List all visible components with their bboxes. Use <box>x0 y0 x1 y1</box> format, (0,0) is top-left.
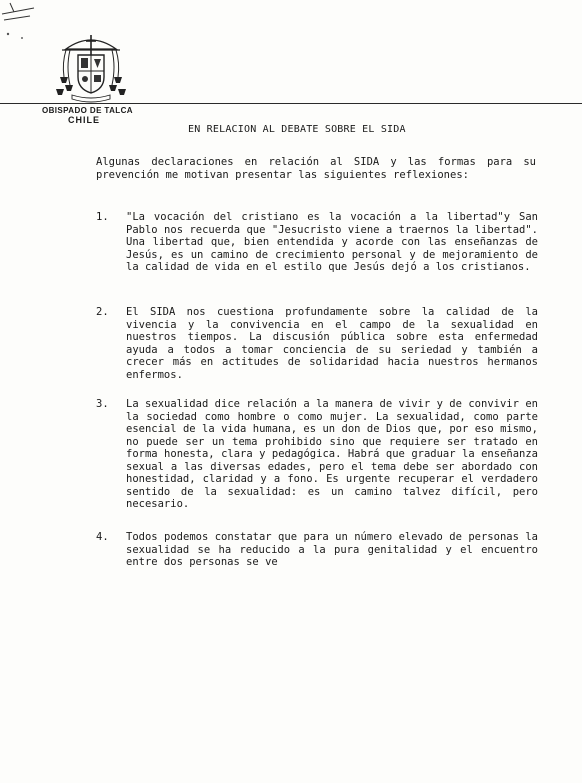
item-text: El SIDA nos cuestiona profundamente sobre la calidad de la vivencia y la convivencia en el campo de la sexualidad en nuestros tiempos. La discusión pública sobre esta enfermedad ayuda a todos a tomar conciencia de su seriedad y también a crecer más en actitudes de solidaridad hacia nuestros hermanos enfermos. <box>126 306 538 381</box>
org-name: OBISPADO DE TALCA <box>42 106 133 115</box>
header-rule <box>0 103 582 104</box>
org-country: CHILE <box>68 115 100 125</box>
handwritten-mark <box>0 0 60 40</box>
item-number: 4. <box>96 531 109 543</box>
intro-paragraph: Algunas declaraciones en relación al SIDA y las formas para su prevención me motivan presentar las siguientes reflexiones: <box>96 156 536 181</box>
item-text: "La vocación del cristiano es la vocación a la libertad"y San Pablo nos recuerda que "Jesucristo viene a traernos la libertad". Una libertad que, bien entendida y acorde con las enseñanzas de Jesús, es un camino de crecimiento personal y de mejoramiento de la calidad de vida en el estilo que Jesús dejó a los cristianos. <box>126 211 538 273</box>
item-number: 2. <box>96 306 109 318</box>
item-number: 1. <box>96 211 109 223</box>
item-text: Todos podemos constatar que para un número elevado de personas la sexualidad se ha reducido a la pura genitalidad y el encuentro entre dos personas se ve <box>126 531 538 568</box>
item-text: La sexualidad dice relación a la manera de vivir y de convivir en la sociedad como hombre o como mujer. La sexualidad, como parte esencial de la vida humana, es un don de Dios que, por eso mismo, no puede ser un tema prohibido sino que requiere ser tratado en forma honesta, clara y pedagógica. Habrá que graduar la enseñanza sexual a las diversas edades, pero el tema debe ser abordado con honestidad, claridad y a fono. Es urgente recuperar el verdadero sentido de la sexualidad: es un camino talvez difícil, pero necesario. <box>126 398 538 510</box>
document-title: EN RELACION AL DEBATE SOBRE EL SIDA <box>188 124 406 135</box>
item-number: 3. <box>96 398 109 410</box>
bishop-coat-of-arms-icon <box>52 33 130 103</box>
